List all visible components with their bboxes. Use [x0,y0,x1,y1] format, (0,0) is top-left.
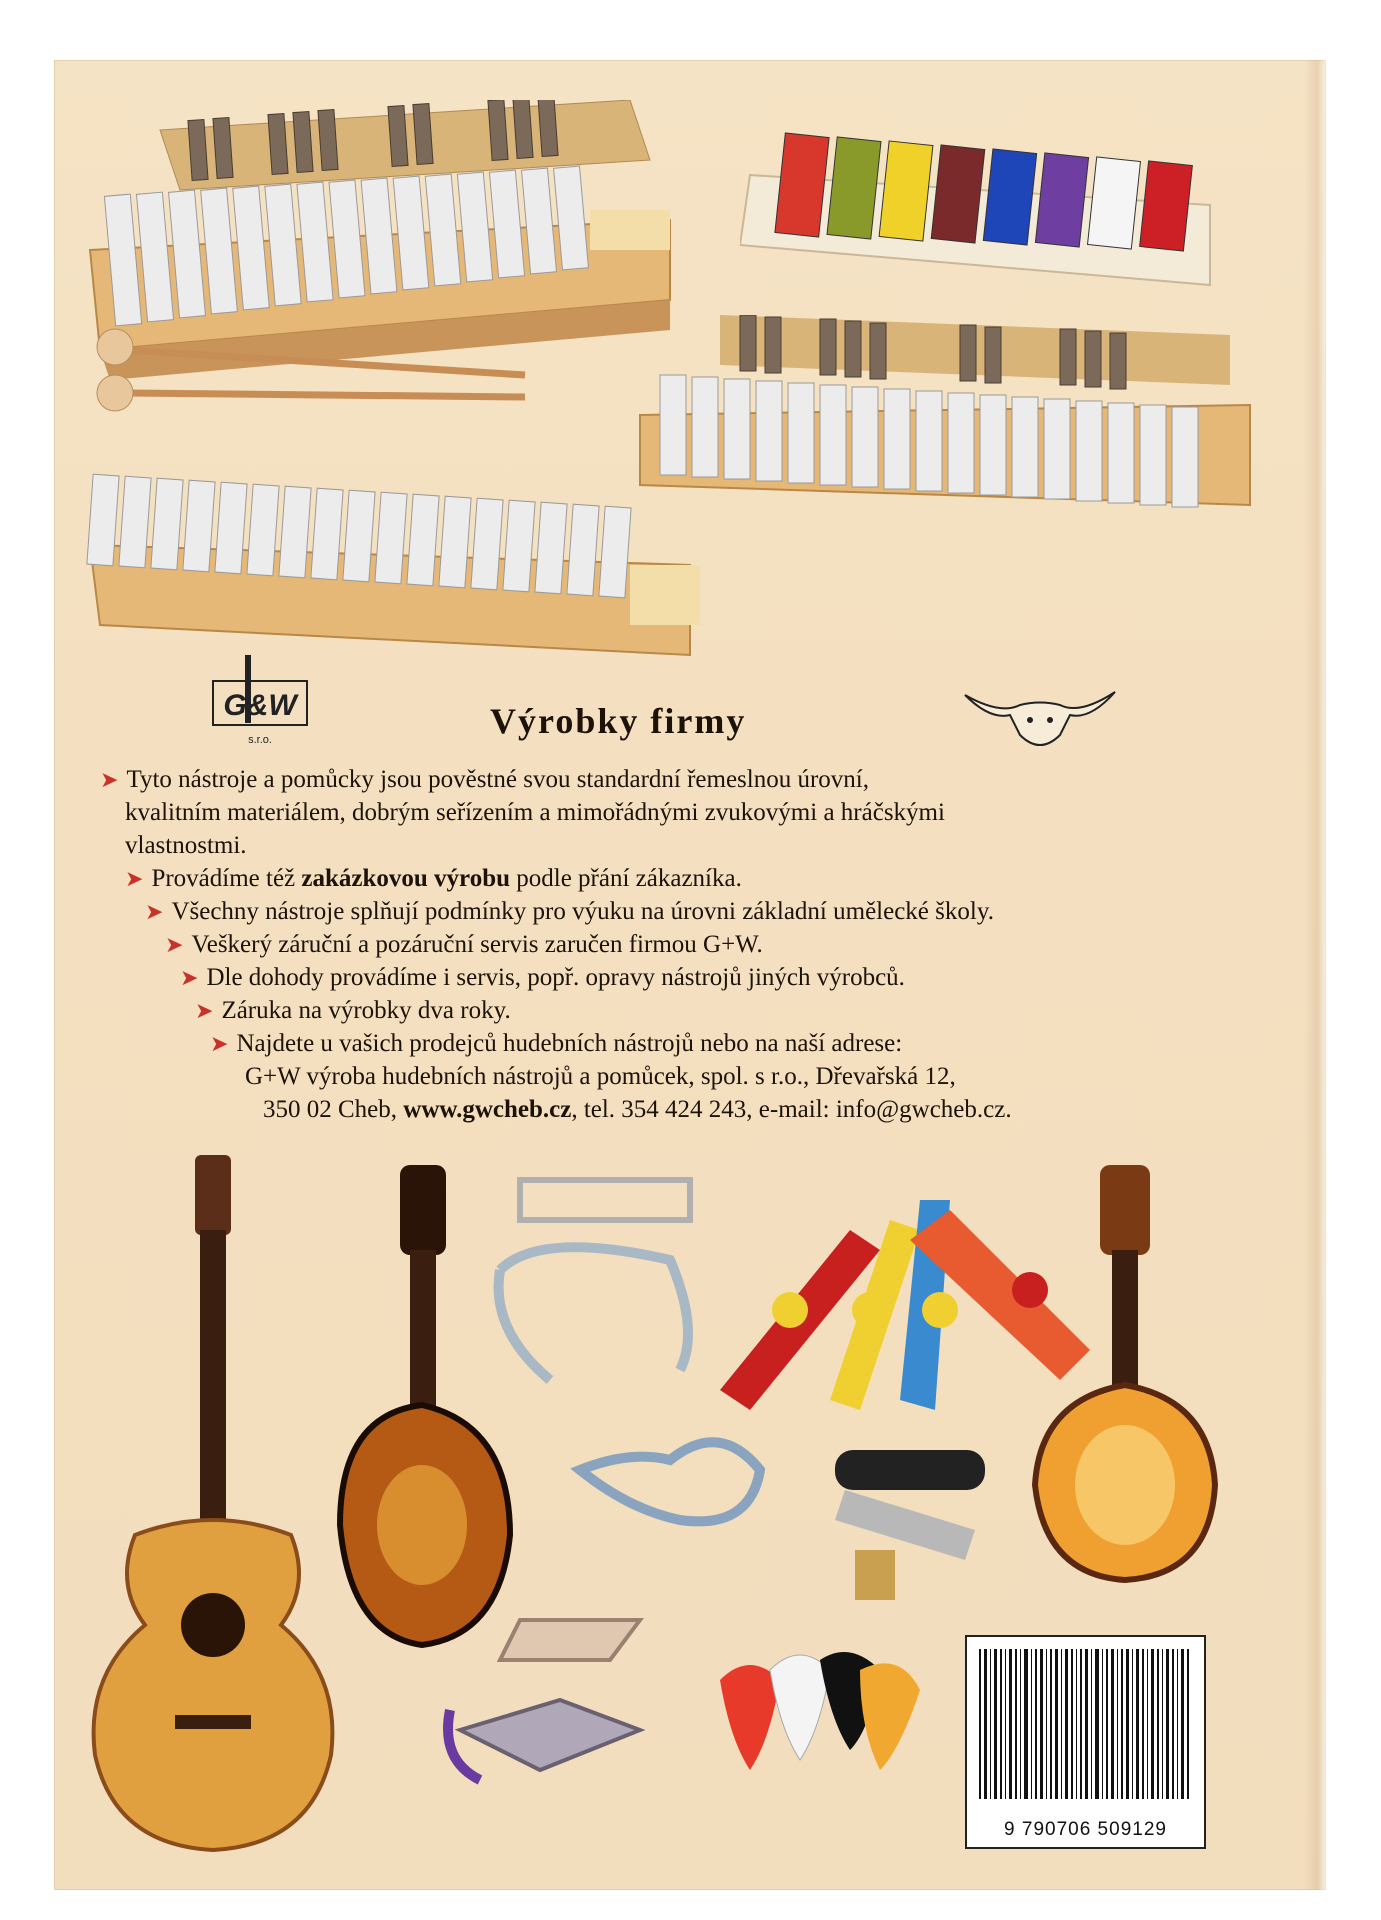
jaw-harp-icon [570,1420,780,1540]
xylophone-icon [740,115,1240,295]
bullet-6 [195,994,511,1028]
page-title: Výrobky firmy [490,701,747,741]
gw-logo-text: G&W [223,689,297,722]
glockenspiel-icon [70,465,710,665]
bullet-text: Všechny nástroje splňují podmínky pro výuku na úrovni základní umělecké školy. [171,898,994,925]
bullet-text: podle přání zákazníka. [510,865,742,892]
bullet-arrow-icon: ➤ [145,900,164,925]
address-text: , tel. 354 424 243, e-mail: info@gwcheb.cz. [571,1096,1012,1123]
gw-logo [205,655,315,750]
barcode-bars [979,1649,1192,1799]
bullet-arrow-icon: ➤ [180,966,199,991]
gw-logo-sub: s.r.o. [248,734,272,746]
bullet-text: Najdete u vašich prodejců hudebních nástrojů nebo na naší adrese: [236,1030,903,1057]
cover-spine-edge [1304,60,1326,1890]
bullet-arrow-icon: ➤ [100,768,119,793]
harmonica-holder-icon [480,1170,710,1390]
harmonica-icon [440,1610,680,1800]
bullet-bold-text: zakázkovou výrobu [301,865,510,892]
bullet-text: Veškerý záruční a pozáruční servis zaručen firmou G+W. [191,931,763,958]
bullet-arrow-icon: ➤ [125,867,144,892]
bullet-4 [165,928,763,962]
capo-icon [815,1440,995,1610]
address-line-1: G+W výroba hudebních nástrojů a pomůcek, spol. s r.o., Dřevařská 12, [245,1063,956,1090]
bullet-2 [125,862,742,896]
bullet-3 [145,895,994,929]
barcode [965,1635,1206,1849]
address-line-2 [263,1093,1012,1126]
glockenspiel-icon [630,315,1270,545]
bull-logo-icon [960,680,1120,760]
bullet-arrow-icon: ➤ [210,1032,229,1057]
barcode-digits: 9 790706 509129 [1004,1819,1167,1840]
bullet-arrow-icon: ➤ [165,933,184,958]
bullet-1 [100,763,869,797]
bullet-7 [210,1027,902,1061]
bullet-text: Provádíme též [151,865,302,892]
bullet-arrow-icon: ➤ [195,999,214,1024]
mallet-icon [85,325,545,415]
bullet-5 [180,961,905,995]
bullet-text: Záruka na výrobky dva roky. [221,997,511,1024]
bullet-text: Tyto nástroje a pomůcky jsou pověstné svou standardní řemeslnou úrovní, [126,766,870,793]
mandolin-icon [1020,1165,1230,1585]
pick-icon [710,1640,930,1780]
bullet-1-line-3: vlastnostmi. [125,832,247,859]
website-link[interactable]: www.gwcheb.cz [403,1096,572,1123]
bullet-1-line-2: kvalitním materiálem, dobrým seřízením a mimořádnými zvukovými a hráčskými [125,799,945,826]
bullet-text: Dle dohody provádíme i servis, popř. opravy nástrojů jiných výrobců. [206,964,905,991]
address-text: 350 02 Cheb, [263,1096,404,1123]
guitar-icon [75,1155,345,1855]
